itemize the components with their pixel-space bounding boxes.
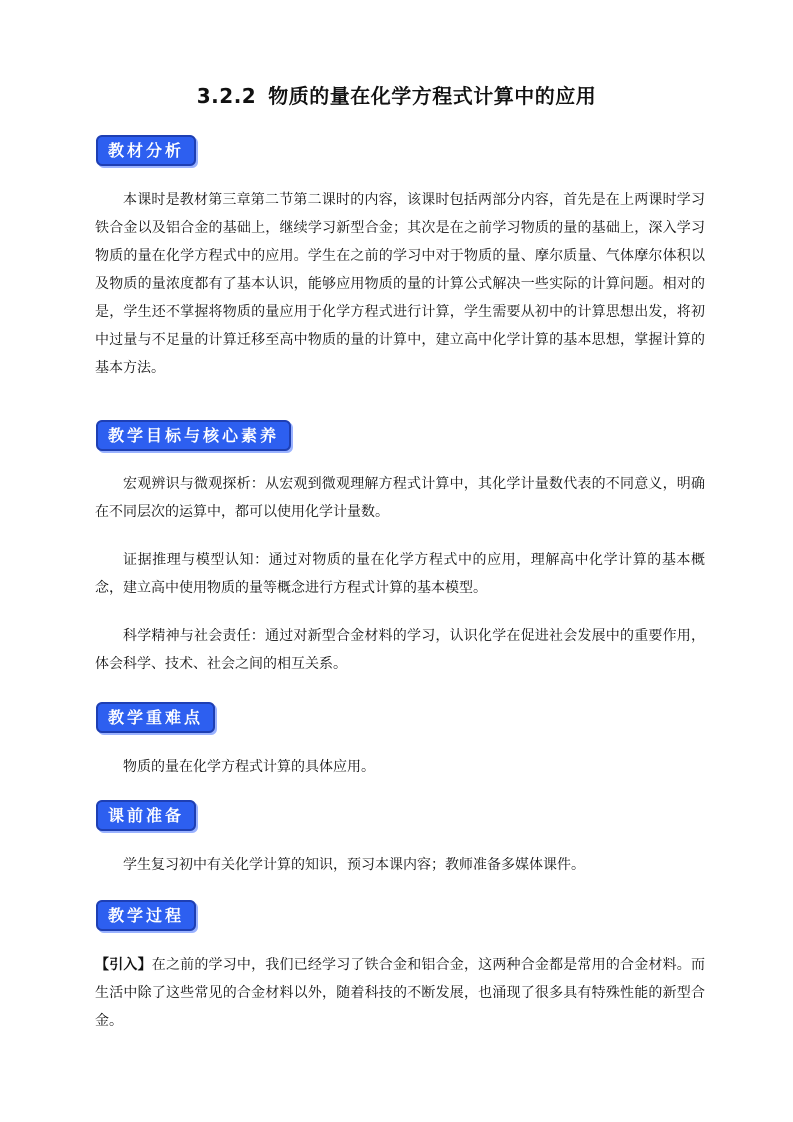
section-heading-process: 教学过程	[96, 900, 196, 931]
keypoints-paragraph: 物质的量在化学方程式计算的具体应用。	[123, 759, 375, 775]
analysis-paragraph: 本课时是教材第三章第二节第二课时的内容，该课时包括两部分内容，首先是在上两课时学习铁合金以及铝合金的基础上，继续学习新型合金；其次是在之前学习物质的量的基础上，深入学习物质的量在化学方程式中的应用。学生在之前的学习中对于物质的量、摩尔质量、气体摩尔体积以及物质的量浓度都有了基本认识，能够应用物质的量的计算公式解决一些实际的计算问题。相对的是，学生还不掌握将物质的量应用于化学方程式进行计算，学生需要从初中的计算思想出发，将初中过量与不足量的计算迁移至高中物质的量的计算中，建立高中化学计算的基本思想，掌握计算的基本方法。	[95, 192, 705, 376]
intro-label: 【引入】	[95, 957, 152, 973]
section-heading-goals: 教学目标与核心素养	[96, 420, 291, 451]
goal-item-2: 证据推理与模型认知：通过对物质的量在化学方程式中的应用，理解高中化学计算的基本概念，建立高中使用物质的量等概念进行方程式计算的基本模型。	[95, 552, 705, 596]
page-title	[0, 80, 793, 109]
section-heading-analysis: 教材分析	[96, 135, 196, 166]
section-heading-keypoints: 教学重难点	[96, 702, 215, 733]
title-number: 3.2.2	[196, 84, 257, 108]
goal-item-1: 宏观辨识与微观探析：从宏观到微观理解方程式计算中，其化学计量数代表的不同意义，明确在不同层次的运算中，都可以使用化学计量数。	[95, 476, 705, 520]
intro-body: 在之前的学习中，我们已经学习了铁合金和铝合金，这两种合金都是常用的合金材料。而生活中除了这些常见的合金材料以外，随着科技的不断发展，也涌现了很多具有特殊性能的新型合金。	[95, 957, 706, 1029]
goal-item-3: 科学精神与社会责任：通过对新型合金材料的学习，认识化学在促进社会发展中的重要作用，体会科学、技术、社会之间的相互关系。	[95, 628, 705, 672]
prep-paragraph: 学生复习初中有关化学计算的知识，预习本课内容；教师准备多媒体课件。	[123, 857, 585, 873]
process-intro-paragraph	[95, 951, 705, 1035]
title-text: 物质的量在化学方程式计算中的应用	[268, 84, 597, 108]
section-heading-prep: 课前准备	[96, 800, 196, 831]
